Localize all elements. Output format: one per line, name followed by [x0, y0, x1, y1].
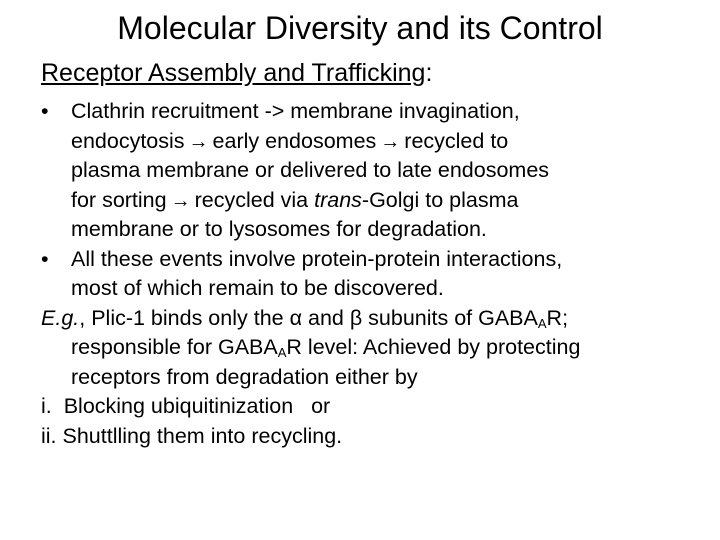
bullet-icon: •: [41, 99, 49, 123]
example-text-1a: , Plic-1 binds only the α and β subunits of GABA: [79, 305, 538, 330]
subtitle-suffix: :: [425, 59, 433, 87]
bullet1-text-2a: endocytosis: [71, 128, 185, 153]
example-item-ii: ii. Shuttlling them into recycling.: [41, 423, 343, 448]
bullet1-text-4d: -Golgi to plasma: [361, 187, 519, 212]
bullet1-text-3: plasma membrane or delivered to late endosomes: [71, 158, 550, 182]
bullet1-text-4b: recycled via: [194, 187, 309, 212]
bullet2-text-1: All these events involve protein-protein interactions,: [71, 246, 563, 271]
example-text-1b: R;: [546, 305, 569, 330]
bullet-icon: •: [41, 246, 49, 271]
bullet2-text-2: most of which remain to be discovered.: [71, 276, 444, 300]
bullet1-text-2b: early endosomes: [212, 128, 377, 153]
example-line1: [41, 304, 701, 334]
bullet2-line2: [41, 274, 701, 304]
example-text-2b: R level: Achieved by protecting: [286, 335, 581, 359]
bullet2-line1: [41, 245, 701, 275]
example-line2: [41, 333, 701, 363]
bullet1-line2: [41, 127, 701, 157]
arrow-right-icon: →: [188, 130, 209, 153]
bullet1-line1: [41, 97, 701, 127]
example-item-i: i. Blocking ubiquitinization or: [41, 394, 331, 418]
bullet1-text-2c: recycled to: [404, 128, 509, 153]
arrow-right-icon: →: [380, 130, 401, 153]
bullet1-text-1: Clathrin recruitment -> membrane invagination,: [71, 99, 520, 123]
slide-subtitle: [41, 57, 432, 89]
subtitle-underlined: Receptor Assembly and Trafficking: [41, 59, 426, 87]
bullet1-text-5: membrane or to lysosomes for degradation.: [71, 217, 487, 241]
slide-body: [41, 97, 701, 451]
example-eg: E.g.: [41, 305, 80, 330]
bullet1-text-4a: for sorting: [71, 187, 167, 212]
example-text-2a: responsible for GABA: [71, 335, 278, 359]
example-line3: [41, 363, 701, 393]
bullet1-line3: [41, 156, 701, 186]
slide-title: Molecular Diversity and its Control: [117, 10, 603, 46]
arrow-right-icon: →: [170, 189, 191, 212]
example-subscript: A: [277, 345, 287, 360]
bullet1-text-4c: trans: [314, 187, 362, 212]
bullet1-line5: [41, 215, 701, 245]
bullet1-line4: [41, 186, 701, 216]
example-text-3: receptors from degradation either by: [71, 364, 418, 389]
example-subscript: A: [537, 315, 547, 331]
